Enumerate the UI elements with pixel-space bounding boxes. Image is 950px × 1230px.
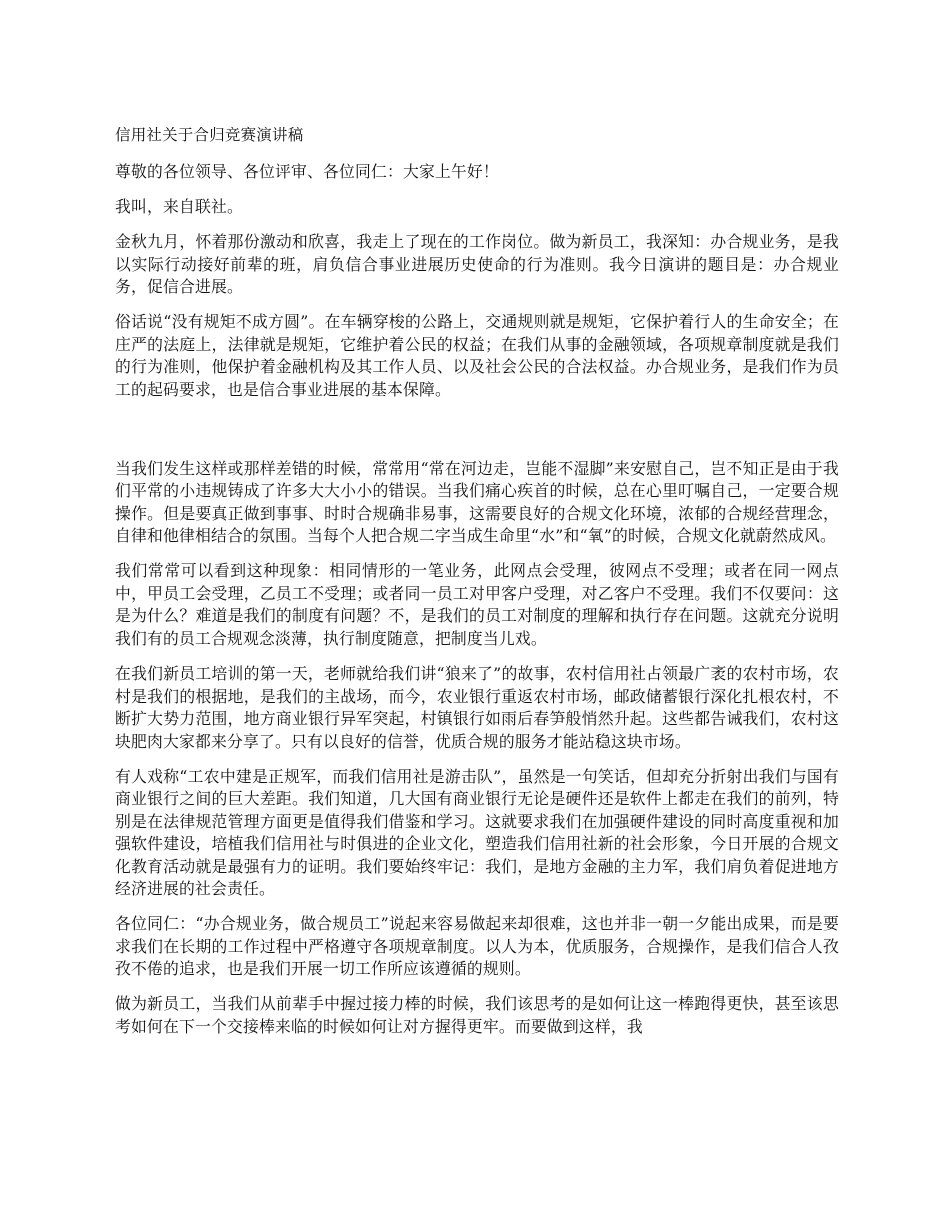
blank-gap xyxy=(115,414,839,458)
document-page xyxy=(115,123,839,1051)
paragraph-6: 有人戏称“工农中建是正规军，而我们信用社是游击队”，虽然是一句笑话，但却充分折射出我们与国有商业银行之间的巨大差距。我们知道，几大国有商业银行无论是硬件还是软件上都走在我们的前列，特别是在法律规范管理方面更是值得我们借鉴和学习。这就要求我们在加强硬件建设的同时高度重视和加强软件建设，培植我们信用社与时俱进的企业文化，塑造我们信用社新的社会形象，今日开展的合规文化教育活动就是最强有力的证明。我们要始终牢记：我们，是地方金融的主力军，我们肩负着促进地方经济进展的社会责任。 xyxy=(115,766,839,899)
paragraph-3: 当我们发生这样或那样差错的时候，常常用“常在河边走，岂能不湿脚”来安慰自己，岂不知正是由于我们平常的小违规铸成了许多大大小小的错误。当我们痛心疾首的时候，总在心里叮嘱自己，一定要合规操作。但是要真正做到事事、时时合规确非易事，这需要良好的合规文化环境，浓郁的合规经营理念，自律和他律相结合的氛围。当每个人把合规二字当成生命里“水”和“氧”的时候，合规文化就蔚然成风。 xyxy=(115,458,839,546)
paragraph-8: 做为新员工，当我们从前辈手中握过接力棒的时候，我们该思考的是如何让这一棒跑得更快，甚至该思考如何在下一个交接棒来临的时候如何让对方握得更牢。而要做到这样，我 xyxy=(115,994,839,1036)
paragraph-5: 在我们新员工培训的第一天，老师就给我们讲“狼来了”的故事，农村信用社占领最广袤的农村市场，农村是我们的根据地，是我们的主战场，而今，农业银行重返农村市场，邮政储蓄银行深化扎根农村，不断扩大势力范围，地方商业银行异军突起，村镇银行如雨后春笋般悄然升起。这些都告诫我们，农村这块肥肉大家都来分享了。只有以良好的信誉，优质合规的服务才能站稳这块市场。 xyxy=(115,664,839,751)
paragraph-greeting: 尊敬的各位领导、各位评审、各位同仁：大家上午好！ xyxy=(115,162,499,181)
document-title: 信用社关于合归竞赛演讲稿 xyxy=(115,126,304,144)
paragraph-2: 俗话说“没有规矩不成方圆”。在车辆穿梭的公路上，交通规则就是规矩，它保护着行人的生命安全；在庄严的法庭上，法律就是规矩，它维护着公民的权益；在我们从事的金融领域，各项规章制度就是我们的行为准则，他保护着金融机构及其工作人员、以及社会公民的合法权益。办合规业务，是我们作为员工的起码要求，也是信合事业进展的基本保障。 xyxy=(115,312,839,399)
paragraph-4: 我们常常可以看到这种现象：相同情形的一笔业务，此网点会受理，彼网点不受理；或者在同一网点中，甲员工会受理，乙员工不受理；或者同一员工对甲客户受理，对乙客户不受理。我们不仅要问：这是为什么？难道是我们的制度有问题？不，是我们的员工对制度的理解和执行存在问题。这就充分说明我们有的员工合规观念淡薄，执行制度随意，把制度当儿戏。 xyxy=(115,561,839,648)
paragraph-1: 金秋九月，怀着那份激动和欣喜，我走上了现在的工作岗位。做为新员工，我深知：办合规业务，是我以实际行动接好前辈的班，肩负信合事业进展历史使命的行为准则。我今日演讲的题目是：办合规业务，促信合进展。 xyxy=(115,232,839,297)
paragraph-introduction: 我叫，来自联社。 xyxy=(115,197,243,217)
paragraph-7: 各位同仁：“办合规业务，做合规员工”说起来容易做起来却很难，这也并非一朝一夕能出成果，而是要求我们在长期的工作过程中严格遵守各项规章制度。以人为本，优质服务，合规操作，是我们信合人孜孜不倦的追求，也是我们开展一切工作所应该遵循的规则。 xyxy=(115,914,839,979)
